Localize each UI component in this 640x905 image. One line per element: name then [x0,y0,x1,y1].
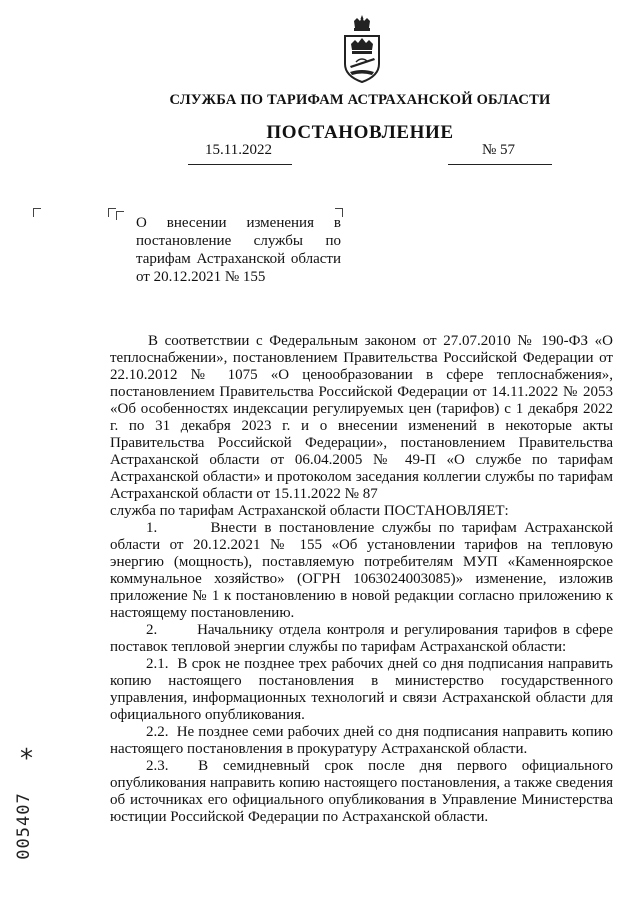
corner-mark [33,208,41,217]
subject-line: от 20.12.2021 № 155 [136,269,266,285]
document-date: 15.11.2022 [205,142,272,158]
clause-1: 1. Внести в постановление службы по тарифам Астраханской области от 20.12.2021 № 155 «Об установлении тарифов на тепловую энергию (мощность), поставляемую потребителям МУП «Каменноярское коммунальное хозяйство» (ОГРН 1063024003085)» изменение, изложив приложение № 1 к постановлению в новой редакции согласно приложению к настоящему постановлению. [110,520,613,621]
clause-2: 2. Начальнику отдела контроля и регулирования тарифов в сфере поставок тепловой энергии службы по тарифам Астраханской области: [110,622,613,655]
preamble-paragraph: В соответствии с Федеральным законом от 27.07.2010 № 190-ФЗ «О теплоснабжении», постановлением Правительства Российской Федерации от 22.10.2012 № 1075 «О ценообразовании в сфере теплоснабжения», постановлением Правительства Российской Федерации от 14.11.2022 № 2053 «Об особенностях индексации регулируемых цен (тарифов) с 1 декабря 2022 г. по 31 декабря 2023 г. и о внесении изменений в некоторые акты Правительства Российской Федерации», постановлением Правительства Астраханской области от 06.04.2005 № 49-П «О службе по тарифам Астраханской области» и протоколом заседания коллегии службы по тарифам Астраханской области от 15.11.2022 № 87 [110,333,613,502]
number-underline [448,164,552,165]
corner-mark [108,208,116,217]
serial-number-text: 005407 [14,792,34,860]
document-type-title: ПОСТАНОВЛЕНИЕ [266,122,454,143]
asterisk-mark: * [20,744,33,774]
document-number: № 57 [482,142,516,158]
corner-mark [116,211,124,220]
date-underline [188,164,292,165]
clause-2-2: 2.2. Не позднее семи рабочих дней со дня подписания направить копию настоящего постановления в прокуратуру Астраханской области. [110,724,613,757]
resolution-statement: служба по тарифам Астраханской области ПОСТАНОВЛЯЕТ: [110,503,509,519]
coat-of-arms-icon [342,14,382,84]
subject-line: постановление службы по [136,233,341,249]
document-subject [136,214,341,286]
subject-line: О внесении изменения в [136,215,341,231]
serial-number [12,776,36,876]
clause-2-1: 2.1. В срок не позднее трех рабочих дней со дня подписания направить копию настоящего постановления в министерство государственного управления, информационных технологий и связи Астраханской области для официального опубликования. [110,656,613,723]
subject-line: тарифам Астраханской области [136,251,341,267]
document-body [110,333,613,826]
clause-2-3: 2.3. В семидневный срок после дня первого официального опубликования направить копию настоящего постановления, а также сведения об источниках его официального опубликования в Управление Министерства юстиции Российской Федерации по Астраханской области. [110,758,613,825]
organization-name: СЛУЖБА ПО ТАРИФАМ АСТРАХАНСКОЙ ОБЛАСТИ [169,92,551,108]
